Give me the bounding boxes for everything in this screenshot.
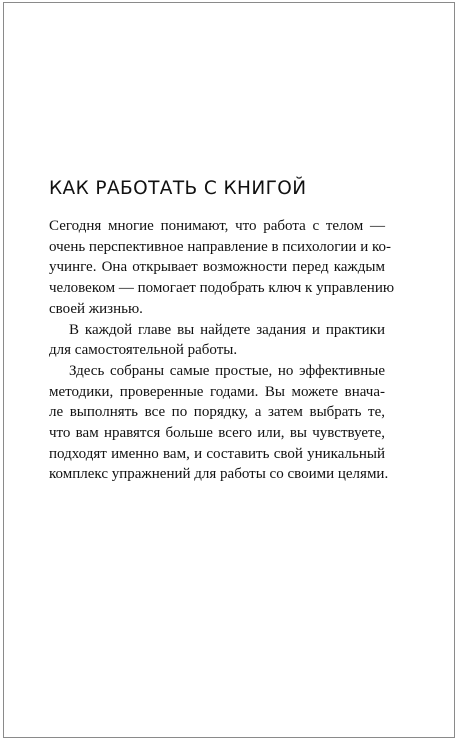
text-line: своей жизнью. (49, 300, 143, 317)
paragraph (49, 320, 385, 361)
text-line: Здесь собраны самые простые, но эффективные (69, 362, 385, 379)
paragraph (49, 216, 395, 320)
paragraph (49, 361, 389, 485)
book-page (3, 2, 455, 738)
text-line: Сегодня многие понимают, что работа с телом — (49, 218, 385, 234)
text-line: для самостоятельной работы. (49, 342, 238, 359)
text-line: что вам нравятся больше всего или, вы чувствуете, (49, 425, 385, 442)
text-line: ле выполнять все по порядку, а затем выбрать те, (49, 404, 385, 421)
text-line: методики, проверенные годами. Вы можете внача- (49, 383, 385, 400)
chapter-body (49, 216, 395, 485)
text-line: очень перспективное направление в психологии и ко- (49, 238, 392, 255)
text-line: В каждой главе вы найдете задания и практики (69, 321, 385, 338)
chapter-title: КАК РАБОТАТЬ С КНИГОЙ (49, 178, 307, 199)
text-line: комплекс упражнений для работы со своими целями. (49, 466, 389, 483)
text-line: учинге. Она открывает возможности перед каждым (49, 259, 385, 276)
text-line: подходят именно вам, и составить свой уникальный (49, 445, 385, 462)
text-line: человеком — помогает подобрать ключ к управлению (49, 280, 395, 297)
